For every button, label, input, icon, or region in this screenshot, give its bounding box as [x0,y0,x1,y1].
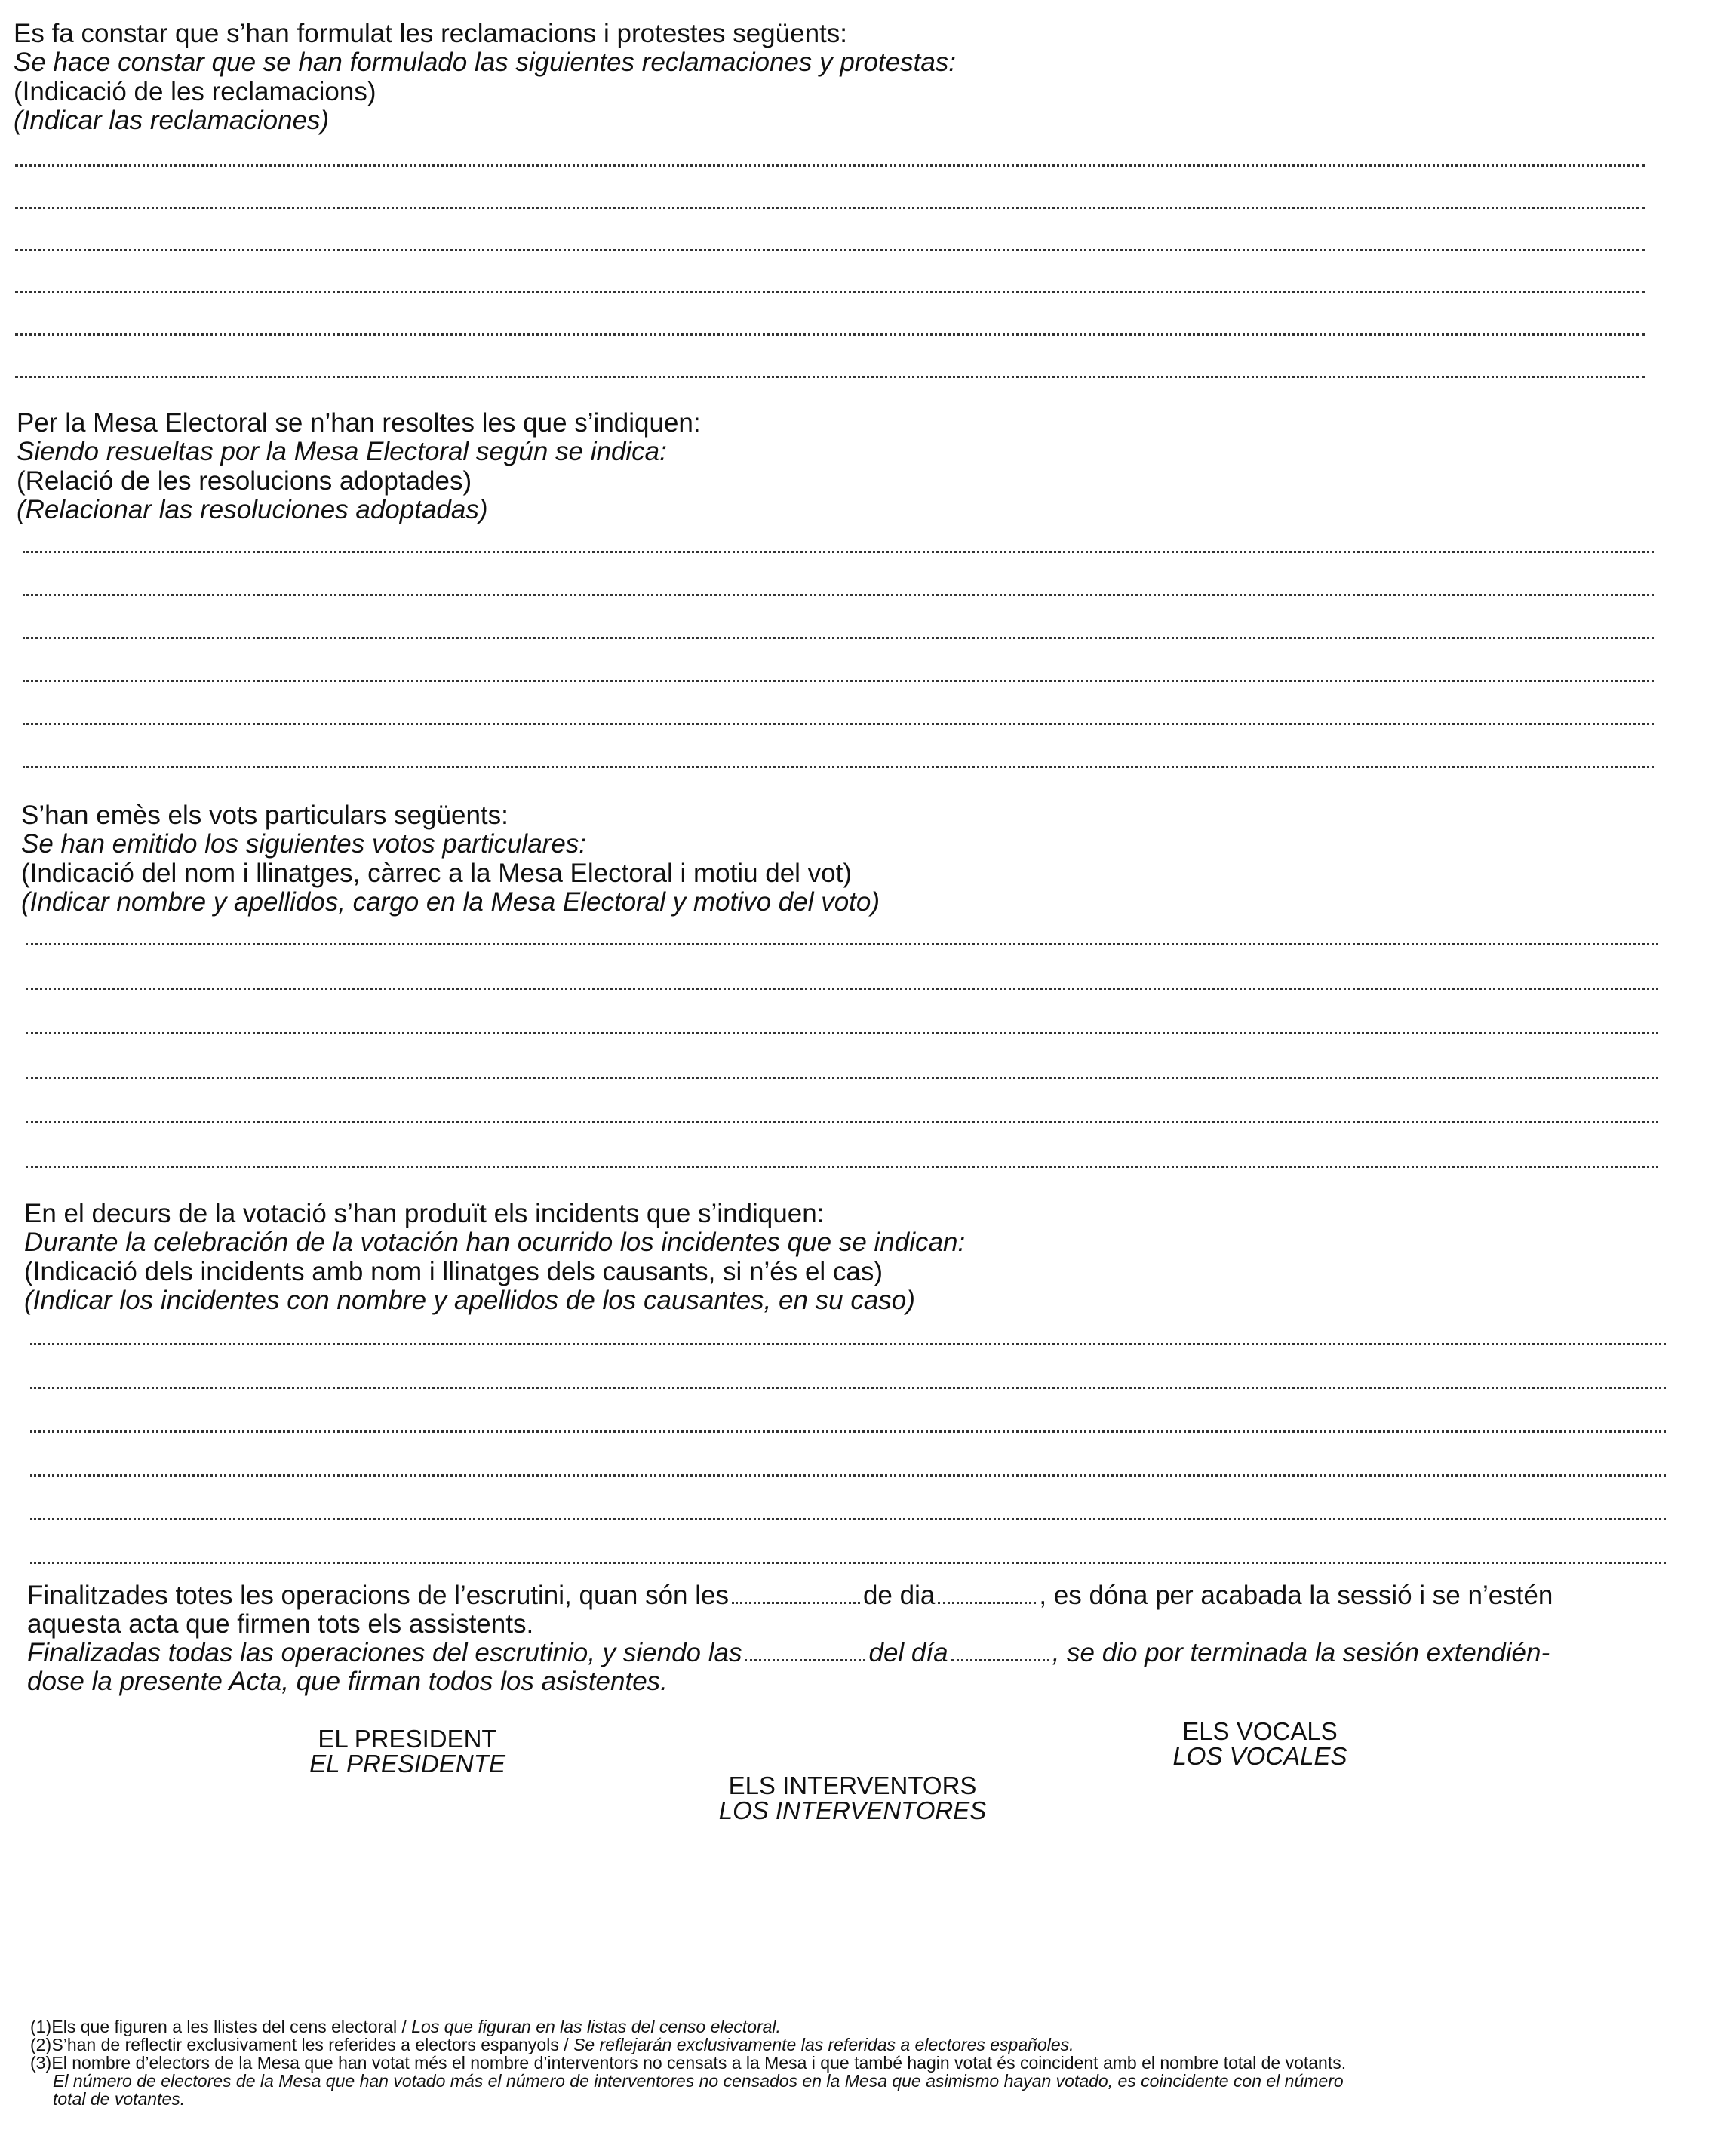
section-subtitle-es: (Indicar nombre y apellidos, cargo en la Mesa Electoral y motivo del voto) [21,887,880,917]
blank-line[interactable] [15,376,1645,378]
blank-line[interactable] [30,1474,1666,1477]
day-field[interactable] [951,1659,1049,1661]
blank-line[interactable] [15,333,1645,336]
footnote-text-es: Se reflejarán exclusivamente las referidas a electores españoles. [573,2035,1074,2054]
section-subtitle-es: (Relacionar las resoluciones adoptadas) [17,495,488,524]
signature-label-es: LOS VOCALES [1172,1742,1347,1770]
section-subtitle-ca: (Relació de les resolucions adoptades) [17,466,472,496]
footnote-number: (1) [30,2017,52,2036]
blank-line[interactable] [26,1077,1658,1079]
blank-line[interactable] [30,1343,1666,1345]
section-title-ca: En el decurs de la votació s’han produït els incidents que s’indiquen: [24,1199,825,1228]
closing-text: del día [868,1638,948,1667]
closing-line-es-2: dose la presente Acta, que firman todos los asistentes. [27,1667,668,1696]
blank-line[interactable] [23,723,1654,725]
signature-label-ca: EL PRESIDENT [318,1725,497,1753]
blank-line[interactable] [23,637,1654,639]
blank-line[interactable] [26,1166,1658,1168]
signature-vocals[interactable] [1102,1719,1418,1768]
blank-line[interactable] [30,1387,1666,1389]
footnote-continuation: total de votantes. [53,2089,186,2109]
blank-line[interactable] [26,1032,1658,1034]
signature-interventors[interactable] [664,1773,1041,1823]
time-field[interactable] [745,1659,865,1661]
blank-line[interactable] [15,207,1645,209]
blank-line[interactable] [30,1518,1666,1520]
section-title-es: Se han emitido los siguientes votos particulares: [21,829,587,859]
section-title-ca: Es fa constar que s’han formulat les reclamacions i protestes següents: [14,19,847,48]
signature-label-ca: ELS INTERVENTORS [728,1772,977,1799]
closing-line-es [27,1639,1550,1667]
blank-line[interactable] [26,988,1658,990]
day-field[interactable] [938,1602,1036,1604]
closing-text: , es dóna per acabada la sessió i se n’estén [1039,1581,1553,1610]
section-subtitle-es: (Indicar los incidentes con nombre y apellidos de los causantes, en su caso) [24,1286,915,1315]
footnote-text-ca: El nombre d’electors de la Mesa que han votat més el nombre d’interventors no censats a la Mesa i que també hagin votat és coincident amb el nombre total de votants. [51,2053,1347,2073]
footnote-number: (2) [30,2035,52,2054]
section-subtitle-ca: (Indicació de les reclamacions) [14,77,376,106]
footnote-text-ca: Els que figuren a les llistes del cens electoral / [51,2017,412,2036]
blank-line[interactable] [15,291,1645,293]
blank-line[interactable] [23,680,1654,682]
blank-line[interactable] [23,594,1654,596]
signature-label-es: EL PRESIDENTE [309,1750,505,1778]
closing-text: , se dio por terminada la sesión extendién- [1052,1638,1550,1667]
blank-line[interactable] [26,1121,1658,1123]
blank-line[interactable] [23,551,1654,553]
closing-text: de dia [862,1581,936,1610]
time-field[interactable] [732,1602,860,1604]
blank-line[interactable] [15,164,1645,167]
footnote-continuation: El número de electores de la Mesa que han votado más el número de interventores no censados en la Mesa que asimismo hayan votado, es coincidente con el número [53,2071,1344,2091]
footnote [30,2017,781,2036]
blank-line[interactable] [26,943,1658,945]
section-title-es: Siendo resueltas por la Mesa Electoral según se indica: [17,437,667,466]
blank-line[interactable] [23,766,1654,768]
footnote [30,2054,1346,2072]
closing-line-ca-2: aquesta acta que firmen tots els assistents. [27,1609,534,1639]
section-subtitle-es: (Indicar las reclamaciones) [14,106,330,135]
blank-line[interactable] [30,1430,1666,1433]
section-subtitle-ca: (Indicació del nom i llinatges, càrrec a la Mesa Electoral i motiu del vot) [21,859,853,888]
signature-label-ca: ELS VOCALS [1182,1717,1338,1745]
blank-line[interactable] [30,1562,1666,1564]
closing-text: Finalizadas todas las operaciones del escrutinio, y siendo las [27,1638,742,1667]
closing-text: Finalitzades totes les operacions de l’escrutini, quan són les [27,1581,729,1610]
section-title-es: Durante la celebración de la votación han ocurrido los incidentes que se indican: [24,1228,966,1257]
section-subtitle-ca: (Indicació dels incidents amb nom i llinatges dels causants, si n’és el cas) [24,1257,883,1286]
signature-president[interactable] [249,1726,566,1776]
footnote-text-ca: S’han de reflectir exclusivament les referides a electors espanyols / [51,2035,573,2054]
footnote-number: (3) [30,2053,52,2073]
blank-line[interactable] [15,249,1645,251]
section-title-es: Se hace constar que se han formulado las siguientes reclamaciones y protestas: [14,48,957,77]
footnote-text-es: Los que figuran en las listas del censo electoral. [411,2017,781,2036]
closing-line-ca [27,1581,1553,1610]
section-title-ca: Per la Mesa Electoral se n’han resoltes les que s’indiquen: [17,408,701,438]
footnote [30,2036,1074,2054]
signature-label-es: LOS INTERVENTORES [718,1796,987,1824]
section-title-ca: S’han emès els vots particulars següents: [21,801,509,830]
